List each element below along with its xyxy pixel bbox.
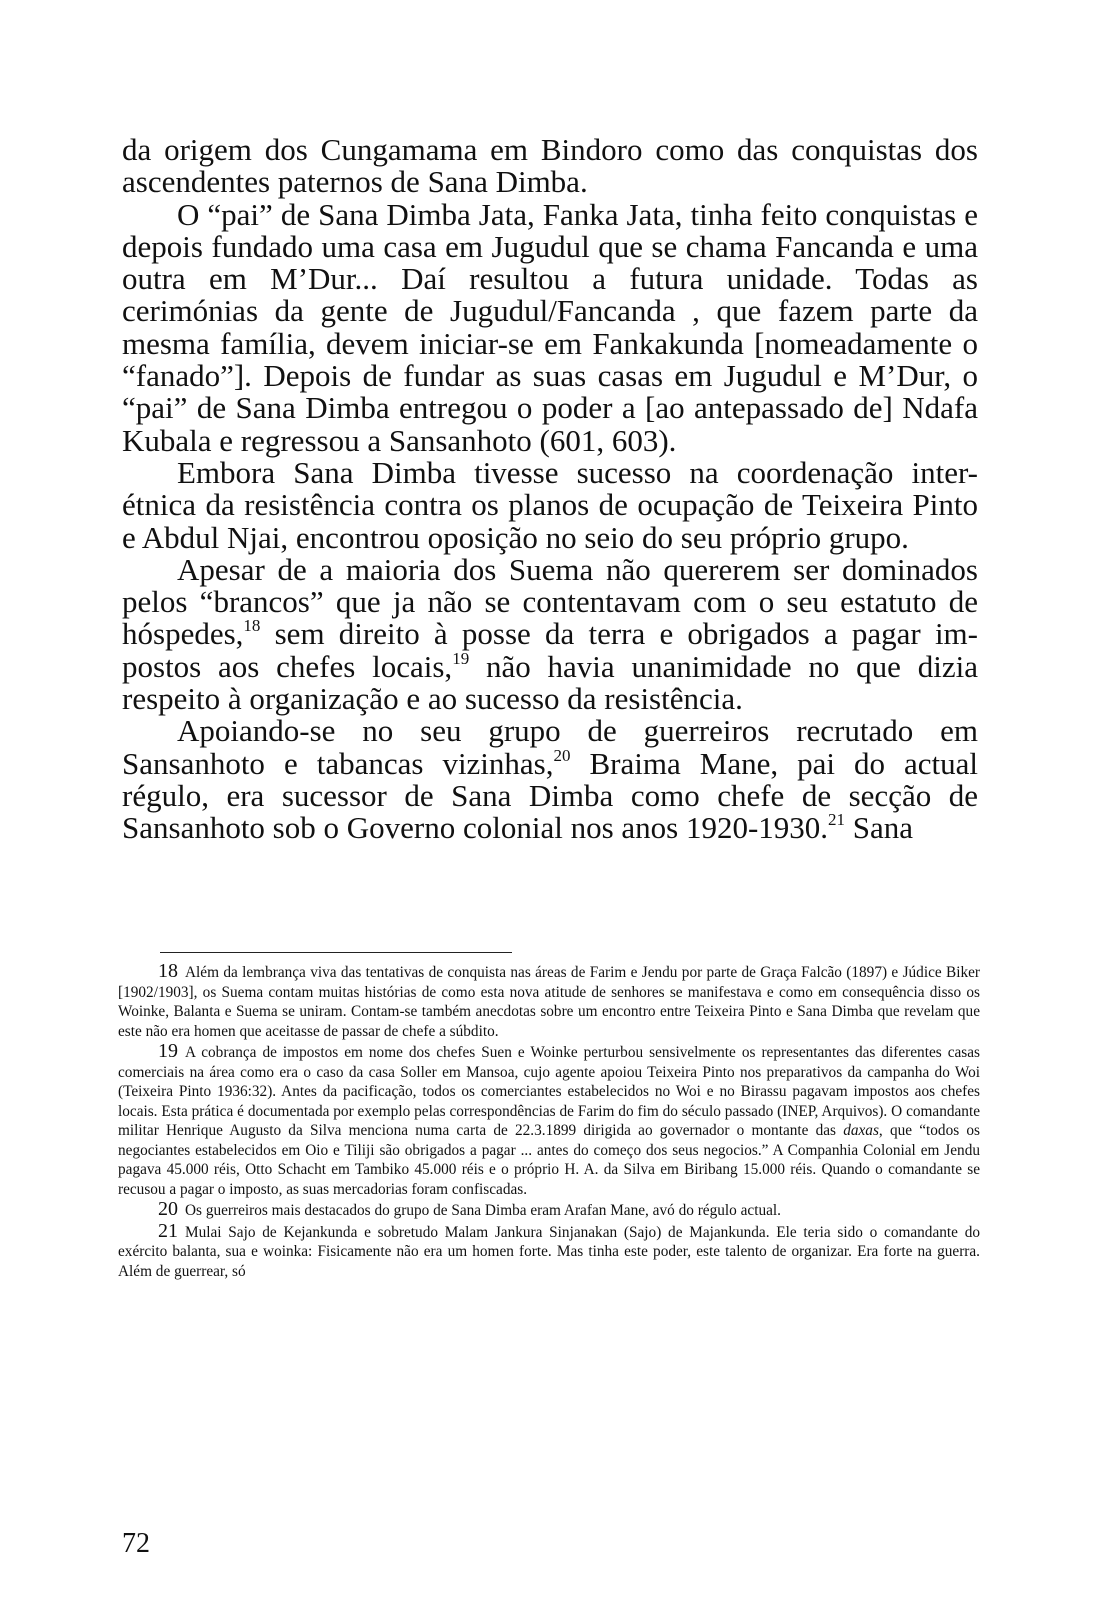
footnote-number: 19 <box>158 1040 178 1062</box>
footnote-20: 20 Os guerreiros mais destacados do grupo de Sana Dimba eram Arafan Mane, avó do régulo actual. <box>158 1198 781 1220</box>
page-number: 72 <box>122 1528 150 1559</box>
footnotes <box>118 962 980 1281</box>
paragraph-3: Embora Sana Dimba tivesse sucesso na coordenação inter-étnica da resistência contra os planos de ocupação de Teixeira Pinto e Abdul Njai, encontrou oposição no seio do seu próprio grupo. <box>122 454 978 555</box>
footnote-19: 19 A cobrança de impostos em nome dos chefes Suen e Woinke perturbou sensivelmente os representantes das diferentes casas comerciais na área como era o caso da casa Soller em Mansoa, cujo agente apoiou Teixeira Pinto nos preparativos da campanha do Woi (Teixeira Pinto 1936:32). Antes da pacificação, todos os comerciantes estabelecidos no Woi e no Birassu pagavam impostos aos chefes locais. Esta prática é documentada por exemplo pelas correspondências de Farim do fim do século passado (INEP, Arquivos). O comandante militar Henrique Augusto da Silva menciona numa carta de 22.3.1899 dirigida ao governador o montante das daxas, que “todos os negociantes estabelecidos em Oio e Tiliji são obrigados a pagar ... antes do começo dos seus negocios.” A Companhia Colonial em Jendu pagava 45.000 réis, Otto Schacht em Tambiko 45.000 réis e o próprio H. A. da Silva em Biribang 15.000 réis. Quando o comandante se recusou a pagar o imposto, as suas mercadorias foram confiscadas. <box>118 1040 980 1198</box>
footnote-italic-term: daxas <box>843 1122 879 1139</box>
footnote-ref-18: 18 <box>243 616 261 636</box>
footnote-21: 21 Mulai Sajo de Kejankunda e sobretudo Malam Jankura Sinjanakan (Sajo) de Majankunda. Ele teria sido o comandante do exército balanta, sua e woinka: Fisicamente não era um homen forte. Mas tinha este poder, este talento de organizar. Era forte na guerra. Além de guerrear, só <box>118 1219 980 1280</box>
footnote-18: 18 Além da lembrança viva das tentativas de conquista nas áreas de Farim e Jendu por parte de Graça Falcão (1897) e Júdice Biker [1902/1903], os Suema contam muitas histórias de como esta nova atitude de senhores se manifestava e como em consequência disso os Woinke, Balanta e Suema se uniram. Contam-se também anecdotas sobre um encontro entre Teixeira Pinto e Sana Dimba que revelam que este não era homen que aceitasse de passar de chefe a súbdito. <box>118 960 980 1040</box>
paragraph-5: Apoiando-se no seu grupo de guerreiros recrutado em Sansanhoto e tabancas vizinhas,$^{20}$ Braima Mane, pai do actual régulo, era sucessor de Sana Dimba como chefe de secção de Sansanhoto sob o Governo colonial nos anos 1920-1930.21 Sana <box>122 713 979 846</box>
paragraph-2: O “pai” de Sana Dimba Jata, Fanka Jata, tinha feito conquistas e depois fundado uma casa em Jugudul que se chama Fancanda e uma outra em M’Dur... Daí resultou a futura unidade. Todas as cerimónias da gente de Jugudul/Fancanda , que fazem parte da mesma família, devem iniciar-se em Fankakunda [nomeadamente o “fanado”]. Depois de fundar as suas casas em Jugudul e M’Dur, o “pai” de Sana Dimba entregou o poder a [ao antepassado de] Ndafa Kubala e regressou a Sansanhoto (601, 603). <box>122 196 978 458</box>
footnote-number: 21 <box>158 1219 178 1242</box>
footnote-number: 18 <box>158 960 178 982</box>
footnote-ref-21: 21 <box>828 810 846 830</box>
paragraph-4: Apesar de a maioria dos Suema não quererem ser dominados pelos “brancos” que ja não se contentavam com o seu estatuto de hóspedes,$^{18}$ sem direito à posse da terra e obrigados a pagar im-postos aos chefes locais,$^{19}$ não havia unanimidade no que dizia respeito à organização e ao sucesso da resistência. <box>122 551 978 717</box>
main-text <box>122 134 978 845</box>
footnote-divider <box>160 952 512 953</box>
paragraph-1: da origem dos Cungamama em Bindoro como das conquistas dos ascendentes paternos de Sana Dimba. <box>122 132 978 200</box>
footnote-ref-20: 20 <box>553 745 571 765</box>
footnote-number: 20 <box>158 1198 178 1220</box>
footnote-ref-19: 19 <box>452 648 470 668</box>
